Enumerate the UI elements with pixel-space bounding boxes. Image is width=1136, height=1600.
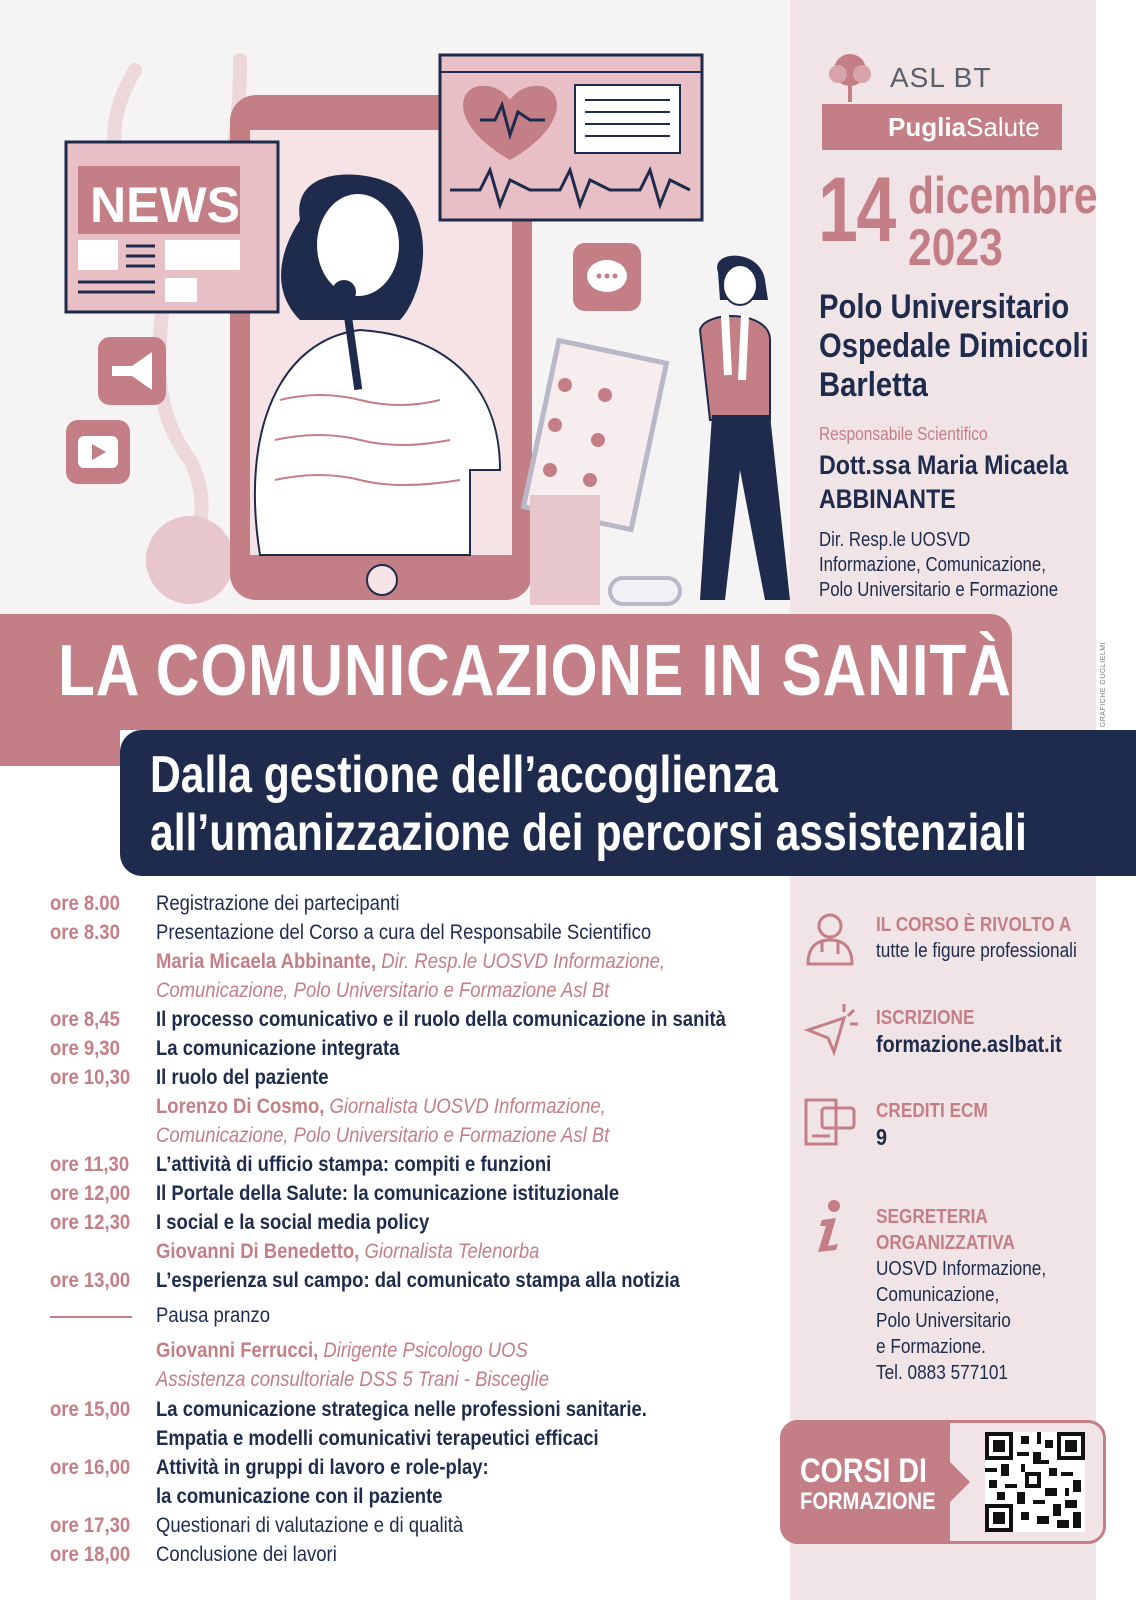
schedule-text: L’esperienza sul campo: dal comunicato stampa alla notizia [156, 1269, 680, 1292]
schedule-pause-row [50, 1302, 810, 1330]
speaker-role: Comunicazione, Polo Universitario e Formazione Asl Bt [156, 979, 610, 1002]
logo-puglia-text: Puglia [888, 112, 967, 142]
logo-puglia-band [822, 104, 1062, 150]
speaker-role: Giornalista Telenorba [359, 1240, 540, 1263]
info-label: CREDITI ECM [876, 1100, 988, 1122]
event-month: dicembre [908, 167, 1098, 225]
schedule-text: Attività in gruppi di lavoro e role-play: [156, 1456, 489, 1479]
chat-bubble-icon [573, 243, 641, 311]
pause-divider [50, 1316, 132, 1318]
schedule-time: ore 8,45 [50, 1008, 120, 1031]
speaker-role: Dirigente Psicologo UOS [318, 1339, 528, 1362]
venue-line: Ospedale Dimiccoli [819, 327, 1089, 365]
receipt-icon [800, 1094, 860, 1154]
event-day: 14 [818, 159, 895, 261]
speaker [156, 977, 609, 1005]
schedule-row [50, 1541, 810, 1569]
speaker [156, 1366, 549, 1394]
speaker-name: Giovanni Ferrucci, [156, 1339, 319, 1362]
pause-text: Pausa pranzo [156, 1304, 271, 1327]
speaker-role: Giornalista UOSVD Informazione, [324, 1095, 606, 1118]
schedule-time: ore 12,00 [50, 1182, 131, 1205]
responsible-label: Responsabile Scientifico [819, 424, 988, 444]
schedule-time: ore 15,00 [50, 1398, 131, 1421]
schedule-row [50, 1064, 810, 1092]
schedule-speaker-row [50, 1366, 810, 1394]
info-value: Comunicazione, [876, 1284, 1000, 1306]
main-title: LA COMUNICAZIONE IN SANITÀ [58, 631, 1012, 711]
heart-monitor-icon [440, 55, 702, 220]
schedule-row [50, 1425, 810, 1453]
schedule-text: La comunicazione integrata [156, 1037, 400, 1060]
info-value: 9 [876, 1124, 888, 1150]
info-value: Tel. 0883 577101 [876, 1362, 1008, 1384]
venue [819, 288, 1089, 405]
title-band-tail [0, 730, 120, 766]
speaker [156, 1093, 606, 1121]
qr-code-icon[interactable] [985, 1432, 1085, 1532]
speaker [156, 948, 665, 976]
schedule-speaker-row [50, 1337, 810, 1365]
megaphone-icon [98, 337, 166, 405]
schedule-row [50, 1209, 810, 1237]
speaker [156, 1337, 528, 1365]
subtitle [150, 746, 1027, 862]
schedule-row [50, 1483, 810, 1511]
info-icon [800, 1196, 860, 1256]
schedule-time: ore 16,00 [50, 1456, 131, 1479]
arrow-right-icon [948, 1460, 970, 1504]
schedule-row [50, 1035, 810, 1063]
schedule-row [50, 919, 810, 947]
schedule-text: Il Portale della Salute: la comunicazione istituzionale [156, 1182, 620, 1205]
info-crediti [876, 1098, 1106, 1150]
schedule-time: ore 10,30 [50, 1066, 131, 1089]
news-board-icon [66, 142, 278, 312]
doctor-icon [800, 908, 860, 968]
schedule-text: Questionari di valutazione e di qualità [156, 1514, 464, 1537]
info-label: IL CORSO È RIVOLTO A [876, 914, 1072, 936]
schedule-text: Empatia e modelli comunicativi terapeutici efficaci [156, 1427, 599, 1450]
svg-text:NEWS: NEWS [90, 177, 240, 233]
info-label: SEGRETERIA [876, 1206, 988, 1228]
responsible-name-line: Dott.ssa Maria Micaela [819, 450, 1069, 480]
info-value: UOSVD Informazione, [876, 1258, 1047, 1280]
schedule-row [50, 1151, 810, 1179]
schedule-text: Registrazione dei partecipanti [156, 892, 400, 915]
schedule-speaker-row [50, 1122, 810, 1150]
speaker-name: Giovanni Di Benedetto, [156, 1240, 360, 1263]
play-icon [66, 420, 130, 484]
responsible-name [819, 448, 1068, 516]
schedule-time: ore 9,30 [50, 1037, 120, 1060]
schedule-text: Il processo comunicativo e il ruolo della comunicazione in sanità [156, 1008, 726, 1031]
schedule-time: ore 17,30 [50, 1514, 131, 1537]
schedule-row [50, 1454, 810, 1482]
info-label: ISCRIZIONE [876, 1007, 975, 1029]
schedule-row [50, 1267, 810, 1295]
info-segreteria [876, 1204, 1106, 1386]
info-value: Polo Universitario [876, 1310, 1011, 1332]
event-year: 2023 [908, 219, 1003, 277]
schedule-row [50, 1512, 810, 1540]
responsible-name-line: ABBINANTE [819, 484, 956, 514]
schedule-time: ore 11,30 [50, 1153, 130, 1176]
schedule-time: ore 8.00 [50, 892, 120, 915]
responsible-role-line: Dir. Resp.le UOSVD [819, 529, 971, 551]
schedule-row [50, 1006, 810, 1034]
schedule-time: ore 12,30 [50, 1211, 131, 1234]
logo-salute-text: Salute [966, 112, 1040, 142]
iscrizione-link[interactable]: formazione.aslbat.it [876, 1031, 1062, 1057]
tree-logo-icon [822, 52, 878, 104]
cursor-click-icon [800, 1000, 860, 1060]
info-target [876, 912, 1106, 964]
schedule-text: Conclusione dei lavori [156, 1543, 337, 1566]
bottle-shape [530, 495, 600, 605]
schedule-text: Il ruolo del paziente [156, 1066, 329, 1089]
subtitle-line: Dalla gestione dell’accoglienza [150, 746, 778, 804]
schedule-speaker-row [50, 977, 810, 1005]
speaker-name: Lorenzo Di Cosmo, [156, 1095, 325, 1118]
info-value: e Formazione. [876, 1336, 986, 1358]
stethoscope-chestpiece [146, 516, 234, 604]
info-iscrizione [876, 1005, 1106, 1057]
corsi-line: CORSI DI [800, 1452, 927, 1490]
schedule-text: L’attività di ufficio stampa: compiti e funzioni [156, 1153, 552, 1176]
speaker-name: Maria Micaela Abbinante, [156, 950, 377, 973]
speaker-role: Dir. Resp.le UOSVD Informazione, [376, 950, 666, 973]
logo-asl-text: ASL BT [890, 62, 992, 93]
schedule-row [50, 1396, 810, 1424]
hero-illustration [0, 0, 790, 615]
speaker [156, 1238, 539, 1266]
schedule-time: ore 18,00 [50, 1543, 131, 1566]
speaker [156, 1122, 609, 1150]
corsi-line: FORMAZIONE [800, 1488, 936, 1515]
subtitle-line: all’umanizzazione dei percorsi assistenziali [150, 804, 1027, 862]
responsible-role-line: Polo Universitario e Formazione [819, 579, 1059, 601]
venue-line: Polo Universitario [819, 288, 1070, 326]
venue-line: Barletta [819, 366, 928, 404]
speaker-role: Assistenza consultoriale DSS 5 Trani - Bisceglie [156, 1368, 550, 1391]
schedule-text: La comunicazione strategica nelle professioni sanitarie. [156, 1398, 647, 1421]
schedule-time: ore 13,00 [50, 1269, 131, 1292]
standing-woman-figure [700, 256, 790, 600]
schedule-time: ore 8.30 [50, 921, 120, 944]
info-label: ORGANIZZATIVA [876, 1232, 1015, 1254]
schedule-text: I social e la social media policy [156, 1211, 430, 1234]
responsible-role-line: Informazione, Comunicazione, [819, 554, 1046, 576]
schedule-text: Presentazione del Corso a cura del Responsabile Scientifico [156, 921, 652, 944]
print-credit: GRAFICHE GUGLIELMI [1100, 642, 1107, 728]
schedule-text: la comunicazione con il paziente [156, 1485, 443, 1508]
speaker-role: Comunicazione, Polo Universitario e Formazione Asl Bt [156, 1124, 610, 1147]
pill-icon [610, 578, 680, 604]
schedule-row [50, 890, 810, 918]
schedule-row [50, 1180, 810, 1208]
responsible-role [819, 528, 1058, 603]
schedule-speaker-row [50, 1238, 810, 1266]
schedule-speaker-row [50, 948, 810, 976]
info-value: tutte le figure professionali [876, 940, 1077, 962]
schedule-speaker-row [50, 1093, 810, 1121]
